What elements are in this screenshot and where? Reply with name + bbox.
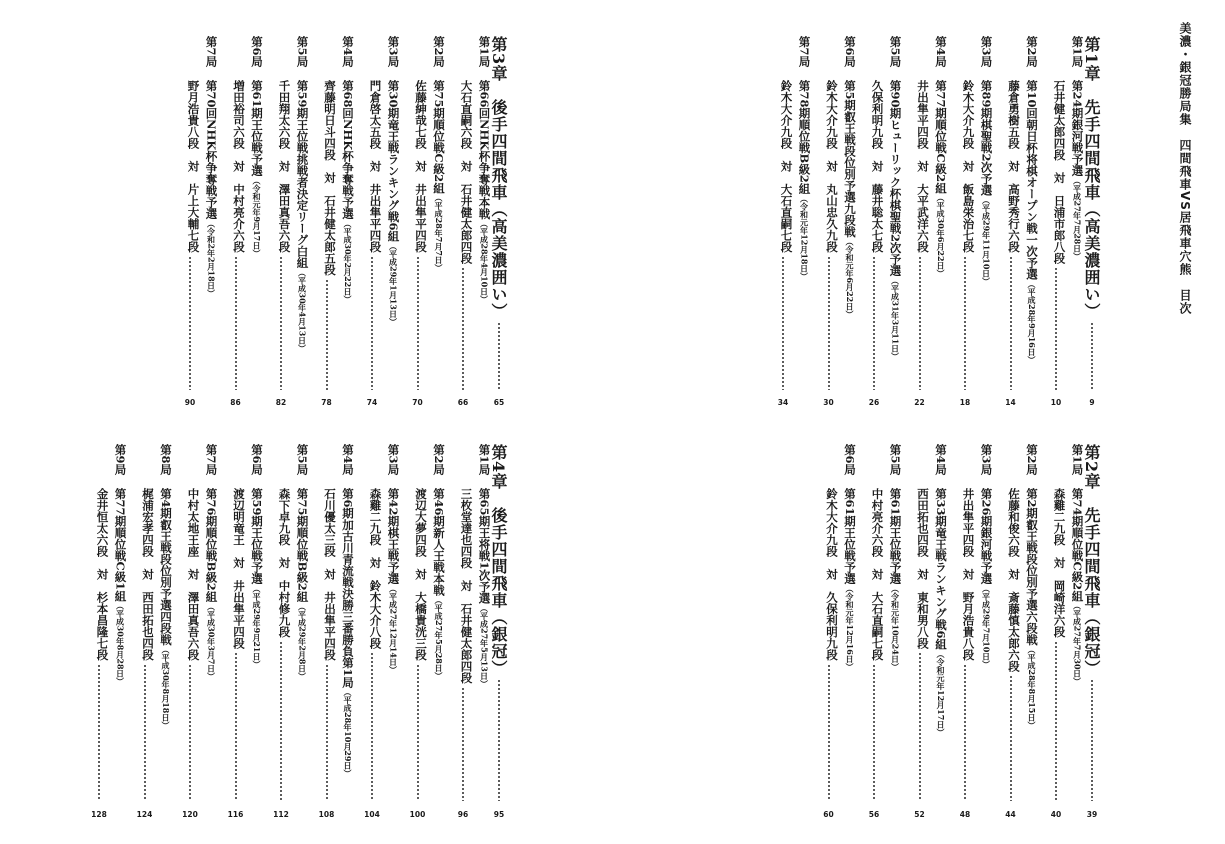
- game-players[interactable]: 齊藤明日斗四段 対 石井健太郎五段: [323, 80, 337, 276]
- game-label: 第6局: [250, 444, 264, 476]
- game-players[interactable]: 中村太地王座 対 澤田真吾六段: [186, 488, 201, 661]
- game-page-number: 120: [182, 810, 198, 819]
- game-event-title: 第42期棋王戦予選: [386, 488, 401, 585]
- dot-leader: [1090, 679, 1094, 801]
- game-date: （平成30年8月18日）: [161, 645, 171, 730]
- game-players[interactable]: 佐藤紳哉七段 対 井出隼平四段: [414, 80, 428, 253]
- game-title-line[interactable]: [980, 488, 992, 668]
- chapter-page-number: 9: [1089, 398, 1095, 407]
- game-title-line[interactable]: [296, 80, 308, 352]
- game-label: 第9局: [113, 444, 128, 476]
- game-page-number: 30: [823, 398, 834, 407]
- game-event-title: 第61期王位戦予選: [888, 488, 903, 585]
- game-date: （平成30年4月13日）: [297, 268, 308, 353]
- game-event-title: 第74期順位戦C級2組: [1070, 488, 1085, 602]
- game-label: 第1局: [1070, 444, 1085, 476]
- game-event-title: 第59期王位戦予選: [250, 488, 264, 585]
- game-date: （令和元年10月24日）: [890, 584, 901, 671]
- game-title-line[interactable]: [387, 488, 399, 674]
- game-title-line[interactable]: [844, 488, 856, 671]
- game-page-number: 108: [318, 810, 335, 819]
- game-date: （平成27年12月14日）: [388, 584, 399, 674]
- game-date: （平成31年3月11日）: [890, 276, 901, 361]
- game-date: （平成28年8月15日）: [1027, 645, 1037, 730]
- game-page-number: 66: [457, 398, 469, 407]
- game-label: 第5局: [295, 444, 310, 476]
- dot-leader: [963, 664, 967, 802]
- game-label: 第1局: [477, 36, 492, 68]
- dot-leader: [279, 256, 283, 391]
- dot-leader: [279, 641, 283, 802]
- game-event-title: 第30期竜王戦ランキング戦6組: [386, 80, 401, 243]
- dot-leader: [1009, 256, 1013, 391]
- game-players[interactable]: 森下卓九段 対 中村修九段: [277, 488, 292, 638]
- dot-leader: [1054, 267, 1058, 390]
- game-label: 第6局: [843, 36, 857, 68]
- game-label: 第7局: [204, 36, 219, 68]
- game-label: 第2局: [432, 444, 446, 476]
- game-title-line[interactable]: [478, 488, 490, 688]
- game-date: （平成27年7月28日）: [1072, 176, 1083, 261]
- game-date: （平成28年4月10日）: [479, 219, 490, 304]
- game-label: 第6局: [250, 36, 264, 68]
- chapter-title: 第4章 後手四間飛車（銀冠）: [489, 444, 508, 678]
- game-event-title: 第70回NHK杯争奪戦予選: [204, 80, 219, 220]
- game-label: 第2局: [432, 36, 446, 68]
- game-title-line[interactable]: [387, 80, 399, 326]
- dot-leader: [1090, 322, 1094, 390]
- game-page-number: 124: [136, 810, 153, 819]
- left-page: [0, 0, 612, 844]
- game-title-line[interactable]: [160, 488, 172, 729]
- game-title-line[interactable]: [478, 80, 490, 303]
- game-page-number: 104: [364, 810, 380, 819]
- game-players[interactable]: 石井健太郎四段 対 日浦市郎八段: [1052, 80, 1067, 264]
- game-players[interactable]: 鈴木大介九段 対 大石直嗣七段: [779, 80, 794, 253]
- game-page-number: 22: [914, 398, 925, 407]
- game-page-number: 56: [868, 810, 880, 819]
- game-title-line[interactable]: [798, 80, 810, 281]
- game-title-line[interactable]: [342, 488, 354, 777]
- game-title-line[interactable]: [935, 488, 947, 736]
- dot-leader: [827, 256, 831, 391]
- dot-leader: [497, 679, 501, 801]
- game-players[interactable]: 森雞二九段 対 鈴木大介八段: [368, 488, 383, 649]
- dot-leader: [188, 664, 192, 802]
- game-page-number: 86: [230, 398, 241, 407]
- game-event-title: 第4期叡王戦段位別予選四段戦: [159, 488, 173, 646]
- game-players[interactable]: 門倉啓太五段 対 井出隼平四段: [368, 80, 383, 253]
- game-players[interactable]: 佐藤和俊六段 対 斎藤慎太郎六段: [1007, 488, 1021, 672]
- dot-leader: [325, 279, 329, 391]
- game-event-title: 第33期竜王戦ランキング戦6組: [934, 488, 948, 651]
- game-label: 第4局: [341, 444, 355, 476]
- game-players[interactable]: 鈴木大介九段 対 飯島栄治七段: [961, 80, 976, 253]
- game-players[interactable]: 金井恒太六段 対 杉本昌隆七段: [95, 488, 110, 661]
- game-date: （令和2年2月18日）: [206, 219, 217, 298]
- game-page-number: 10: [1050, 398, 1062, 407]
- game-title-line[interactable]: [342, 80, 354, 303]
- game-page-number: 40: [1050, 810, 1062, 819]
- game-event-title: 第66回NHK杯争奪戦本戦: [477, 80, 492, 220]
- game-date: （令和元年12月18日）: [799, 194, 810, 281]
- game-label: 第3局: [979, 36, 994, 68]
- game-event-title: 第6期加古川青流戦決勝三番勝負第1局: [341, 488, 355, 689]
- game-date: （平成30年2月22日）: [343, 219, 353, 304]
- game-date: （平成30年3月7日）: [206, 602, 217, 681]
- game-page-number: 112: [273, 810, 289, 819]
- chapter-page-number: 95: [493, 810, 505, 819]
- game-label: 第4局: [341, 36, 355, 68]
- game-players[interactable]: 井出隼平四段 対 大平武洋六段: [916, 80, 930, 253]
- game-players[interactable]: 中村亮介六段 対 大石直嗣七段: [870, 488, 885, 661]
- game-title-line[interactable]: [205, 80, 217, 298]
- game-event-title: 第75期順位戦C級2組: [432, 80, 446, 194]
- game-page-number: 34: [777, 398, 789, 407]
- book-header: 美濃・銀冠勝局集 四間飛車VS居飛車穴熊 目次: [1178, 22, 1192, 315]
- game-players[interactable]: 鈴木大介九段 対 丸山忠久九段: [825, 80, 839, 253]
- game-title-line[interactable]: [980, 80, 992, 285]
- game-event-title: 第2期叡王戦段位別予選六段戦: [1025, 488, 1039, 646]
- game-date: （令和元年12月16日）: [845, 584, 855, 671]
- dot-leader: [918, 256, 922, 391]
- game-players[interactable]: 増田裕司六段 対 中村亮介六段: [232, 80, 246, 253]
- chapter-title: 第3章 後手四間飛車（高美濃囲い）: [489, 36, 508, 321]
- game-event-title: 第10回朝日杯将棋オープン戦一次予選: [1025, 80, 1039, 281]
- dot-leader: [963, 256, 967, 391]
- game-label: 第3局: [979, 444, 994, 476]
- dot-leader: [497, 322, 501, 390]
- game-event-title: 第75期順位戦B級2組: [295, 488, 310, 603]
- game-players[interactable]: 久保利明九段 対 藤井聡太七段: [870, 80, 885, 253]
- game-players[interactable]: 渡辺明竜王 対 井出隼平四段: [232, 488, 246, 649]
- game-page-number: 128: [91, 810, 107, 819]
- game-date: （平成28年7月7日）: [434, 193, 444, 272]
- game-date: （平成30年8月28日）: [115, 601, 126, 686]
- game-players[interactable]: 石川優太三段 対 井出隼平四段: [323, 488, 337, 661]
- dot-leader: [416, 256, 420, 391]
- dot-leader: [234, 256, 238, 391]
- game-page-number: 26: [868, 398, 880, 407]
- game-label: 第3局: [386, 444, 401, 476]
- game-title-line[interactable]: [844, 80, 856, 318]
- game-label: 第2局: [1025, 444, 1039, 476]
- game-page-number: 18: [959, 398, 971, 407]
- game-date: （平成27年7月30日）: [1072, 601, 1083, 686]
- game-page-number: 14: [1005, 398, 1016, 407]
- dot-leader: [370, 652, 374, 801]
- dot-leader: [918, 652, 922, 801]
- game-page-number: 70: [412, 398, 423, 407]
- game-page-number: 96: [457, 810, 469, 819]
- game-date: （平成29年7月10日）: [981, 584, 992, 669]
- game-players[interactable]: 野月浩貴八段 対 片上大輔七段: [186, 80, 201, 253]
- game-event-title: 第77期順位戦C級2組: [934, 80, 948, 194]
- game-event-title: 第24期銀河戦予選: [1070, 80, 1085, 177]
- game-players[interactable]: 藤倉勇樹五段 対 高野秀行六段: [1007, 80, 1021, 253]
- game-event-title: 第59期王位戦挑戦者決定リーグ白組: [295, 80, 310, 269]
- game-players[interactable]: 渡辺大夢四段 対 大橋貴洸三段: [414, 488, 428, 661]
- chapter-title: 第2章 先手四間飛車（銀冠）: [1082, 444, 1101, 678]
- right-page: [613, 0, 1225, 844]
- game-label: 第4局: [934, 36, 948, 68]
- game-page-number: 116: [227, 810, 244, 819]
- game-players[interactable]: 井出隼平四段 対 野月浩貴八段: [961, 488, 976, 661]
- game-players[interactable]: 西田拓也四段 対 東和男八段: [916, 488, 930, 649]
- game-page-number: 52: [914, 810, 925, 819]
- dot-leader: [416, 664, 420, 802]
- game-label: 第6局: [843, 444, 857, 476]
- game-event-title: 第68回NHK杯争奪戦予選: [341, 80, 355, 220]
- game-event-title: 第77期順位戦C級1組: [113, 488, 128, 602]
- game-date: （平成30年6月22日）: [936, 193, 946, 278]
- game-date: （平成29年9月21日）: [252, 584, 262, 669]
- game-title-line[interactable]: [889, 488, 901, 671]
- game-date: （平成29年1月13日）: [388, 242, 399, 326]
- dot-leader: [97, 664, 101, 802]
- game-title-line[interactable]: [296, 488, 308, 681]
- game-page-number: 78: [321, 398, 332, 407]
- game-event-title: 第46期新人王戦本戦: [432, 488, 446, 597]
- game-event-title: 第26期銀河戦予選: [979, 488, 994, 585]
- game-date: （令和元年12月17日）: [936, 650, 946, 737]
- chapter-page-number: 65: [493, 398, 505, 407]
- game-label: 第7局: [797, 36, 812, 68]
- game-players[interactable]: 鈴木大介九段 対 久保利明九段: [825, 488, 839, 661]
- chapter-title: 第1章 先手四間飛車（高美濃囲い）: [1082, 36, 1101, 321]
- game-title-line[interactable]: [433, 488, 445, 680]
- dot-leader: [827, 664, 831, 802]
- game-label: 第7局: [204, 444, 219, 476]
- dot-leader: [872, 256, 876, 391]
- game-label: 第8局: [159, 444, 173, 476]
- game-label: 第1局: [477, 444, 492, 476]
- game-title-line[interactable]: [1071, 80, 1083, 260]
- game-page-number: 90: [184, 398, 196, 407]
- game-players[interactable]: 三枚堂達也四段 対 石井健太郎四段: [459, 488, 474, 684]
- game-date: （平成27年5月13日）: [479, 604, 490, 688]
- game-label: 第5局: [888, 36, 903, 68]
- game-label: 第2局: [1025, 36, 1039, 68]
- dot-leader: [370, 256, 374, 391]
- game-players[interactable]: 梶浦宏孝四段 対 西田拓也四段: [141, 488, 155, 661]
- game-date: （平成27年5月28日）: [434, 596, 444, 680]
- game-date: （平成28年10月29日）: [343, 688, 353, 778]
- game-date: （令和元年9月17日）: [252, 176, 262, 258]
- game-players[interactable]: 千田翔太六段 対 澤田真吾六段: [277, 80, 292, 253]
- game-title-line[interactable]: [114, 488, 126, 686]
- game-label: 第5局: [295, 36, 310, 68]
- game-label: 第3局: [386, 36, 401, 68]
- dot-leader: [1009, 675, 1013, 801]
- game-label: 第5局: [888, 444, 903, 476]
- dot-leader: [1054, 641, 1058, 802]
- dot-leader: [325, 664, 329, 802]
- game-title-line[interactable]: [251, 80, 263, 257]
- dot-leader: [188, 256, 192, 391]
- dot-leader: [461, 267, 465, 390]
- game-players[interactable]: 森雞二九段 対 岡崎洋六段: [1052, 488, 1067, 638]
- game-page-number: 44: [1005, 810, 1016, 819]
- game-label: 第1局: [1070, 36, 1085, 68]
- game-date: （平成29年11月10日）: [981, 196, 992, 286]
- game-label: 第4局: [934, 444, 948, 476]
- game-event-title: 第61期王位戦予選: [843, 488, 857, 585]
- game-title-line[interactable]: [889, 80, 901, 360]
- game-title-line[interactable]: [935, 80, 947, 278]
- dot-leader: [234, 652, 238, 801]
- game-page-number: 82: [275, 398, 287, 407]
- game-title-line[interactable]: [1071, 488, 1083, 686]
- game-page-number: 48: [959, 810, 971, 819]
- game-event-title: 第65期王将戦1次予選: [477, 488, 492, 605]
- game-event-title: 第76期順位戦B級2組: [204, 488, 219, 603]
- dot-leader: [143, 664, 147, 802]
- game-event-title: 第78期順位戦B級2組: [797, 80, 812, 195]
- dot-leader: [461, 687, 465, 802]
- game-date: （令和元年6月22日）: [845, 237, 855, 319]
- game-page-number: 100: [409, 810, 426, 819]
- game-event-title: 第90期ヒューリック杯棋聖戦2次予選: [888, 80, 903, 277]
- dot-leader: [872, 664, 876, 802]
- game-event-title: 第89期棋聖戦2次予選: [979, 80, 994, 197]
- game-date: （平成29年2月8日）: [297, 602, 308, 681]
- game-title-line[interactable]: [205, 488, 217, 681]
- game-event-title: 第5期叡王戦段位別予選九段戦: [843, 80, 857, 238]
- game-title-line[interactable]: [433, 80, 445, 272]
- chapter-page-number: 39: [1086, 810, 1098, 819]
- game-players[interactable]: 大石直嗣六段 対 石井健太郎四段: [459, 80, 474, 264]
- game-title-line[interactable]: [1026, 80, 1038, 364]
- game-title-line[interactable]: [1026, 488, 1038, 729]
- game-page-number: 74: [366, 398, 378, 407]
- dot-leader: [781, 256, 785, 391]
- game-event-title: 第61期王位戦予選: [250, 80, 264, 177]
- game-title-line[interactable]: [251, 488, 263, 668]
- game-date: （平成28年9月16日）: [1027, 280, 1037, 364]
- game-page-number: 60: [823, 810, 834, 819]
